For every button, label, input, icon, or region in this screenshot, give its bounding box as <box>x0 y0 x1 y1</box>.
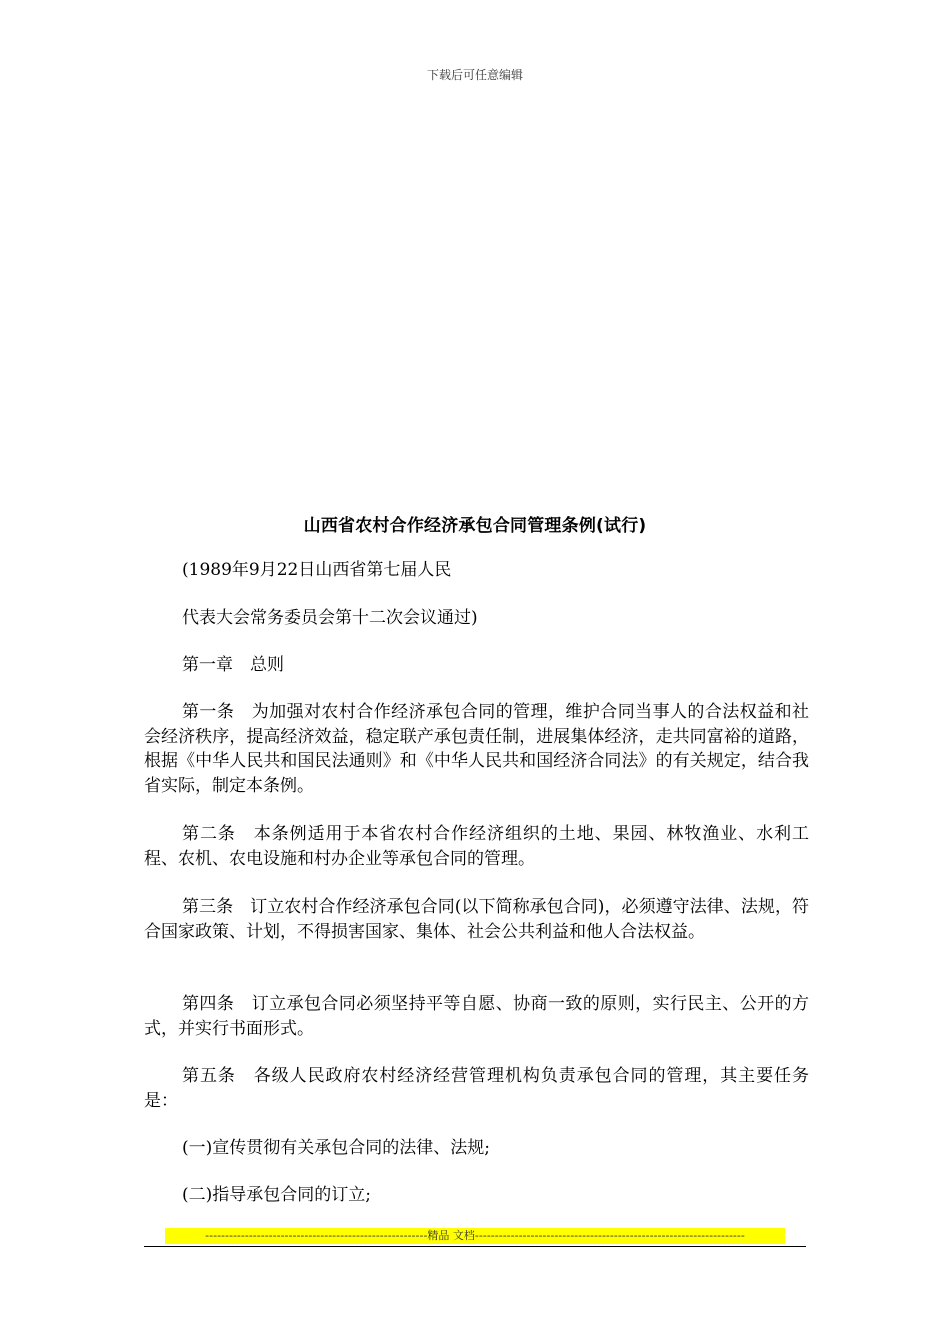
footer-banner: --------------------------------------------------------精品 文档-------------------------------------------------------------------- <box>165 1228 785 1244</box>
article-1: 第一条 为加强对农村合作经济承包合同的管理，维护合同当事人的合法权益和社会经济秩序，提高经济效益，稳定联产承包责任制，进展集体经济，走共同富裕的道路，根据《中华人民共和国民法通则》和《中华人民共和国经济合同法》的有关规定，结合我省实际，制定本条例。 <box>144 702 809 796</box>
paragraph-meeting-body: 代表大会常务委员会第十二次会议通过) <box>182 608 478 628</box>
list-item-1: (一)宣传贯彻有关承包合同的法律、法规; <box>182 1138 490 1158</box>
document-title: 山西省农村合作经济承包合同管理条例(试行) <box>303 516 647 536</box>
chapter-heading: 第一章 总则 <box>182 655 284 675</box>
article-4: 第四条 订立承包合同必须坚持平等自愿、协商一致的原则，实行民主、公开的方式，并实行书面形式。 <box>144 994 809 1039</box>
footer-divider <box>144 1246 806 1247</box>
article-5: 第五条 各级人民政府农村经济经营管理机构负责承包合同的管理，其主要任务是： <box>144 1066 809 1111</box>
paragraph-meeting-date: (1989年9月22日山西省第七届人民 <box>182 560 452 580</box>
page-header: 下载后可任意编辑 <box>426 68 523 82</box>
list-item-2: (二)指导承包合同的订立; <box>182 1185 371 1205</box>
article-2: 第二条 本条例适用于本省农村合作经济组织的土地、果园、林牧渔业、水利工程、农机、农电设施和村办企业等承包合同的管理。 <box>144 824 809 869</box>
article-3: 第三条 订立农村合作经济承包合同(以下简称承包合同)，必须遵守法律、法规，符合国家政策、计划，不得损害国家、集体、社会公共利益和他人合法权益。 <box>144 897 809 942</box>
